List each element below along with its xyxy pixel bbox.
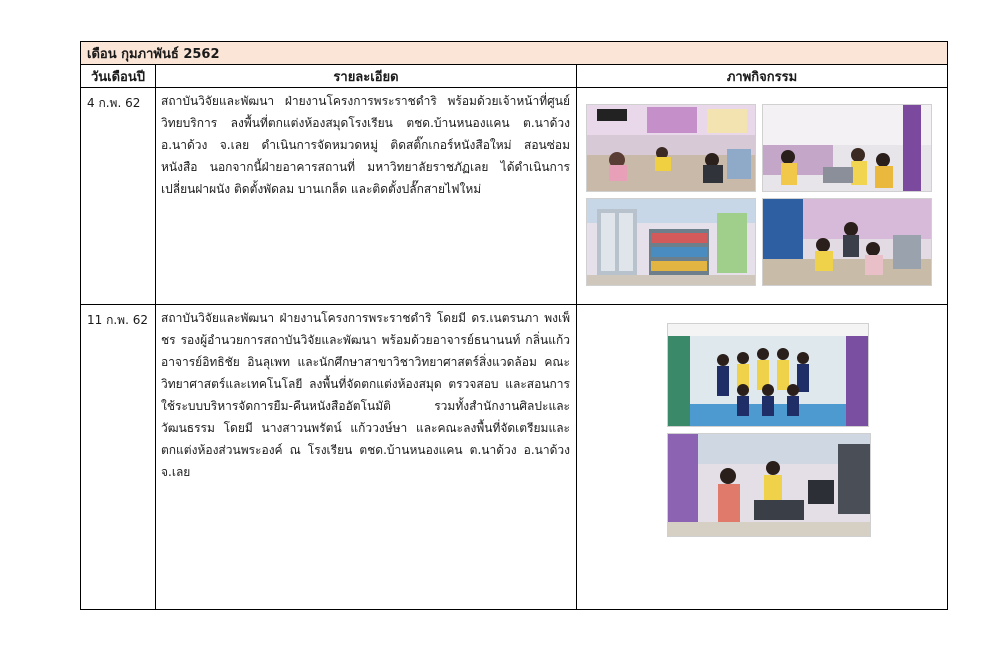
month-header: เดือน กุมภาพันธ์ 2562 (81, 42, 948, 65)
row-date: 11 ก.พ. 62 (81, 305, 156, 610)
photo-cell (577, 88, 948, 305)
column-header-date: วันเดือนปี (81, 65, 156, 88)
table-row (81, 305, 948, 610)
row-detail: สถาบันวิจัยและพัฒนา ฝ่ายงานโครงการพระราชดำริ พร้อมด้วยเจ้าหน้าที่ศูนย์วิทยบริการ ลงพื้นที่ตกแต่งห้องสมุดโรงเรียน ตชด.บ้านหนองแคน ต.นาด้วง อ.นาด้วง จ.เลย ดำเนินการจัดหมวดหมู่ ติดสติ๊กเกอร์หนังสือใหม่ สอนซ่อมหนังสือ นอกจากนี้ฝ่ายอาคารสถานที่ มหาวิทยาลัยราชภัฏเลย ได้ดำเนินการเปลี่ยนฝาผนัง ติดตั้งพัดลม บานเกล็ด และติดตั้งปลั๊กสายไฟใหม่ (156, 88, 577, 305)
table-row (81, 88, 948, 305)
column-header-photos: ภาพกิจกรรม (577, 65, 948, 88)
row-date: 4 ก.พ. 62 (81, 88, 156, 305)
activity-report-table (80, 41, 948, 610)
activity-photo (586, 104, 756, 192)
activity-photo (762, 198, 932, 286)
activity-photo (586, 198, 756, 286)
photo-cell (577, 305, 948, 610)
group-photo (667, 323, 869, 427)
training-photo (667, 433, 871, 537)
column-header-detail: รายละเอียด (156, 65, 577, 88)
activity-photo (762, 104, 932, 192)
row-detail: สถาบันวิจัยและพัฒนา ฝ่ายงานโครงการพระราชดำริ โดยมี ดร.เนตรนภา พงเพ็ชร รองผู้อำนวยการสถาบันวิจัยและพัฒนา พร้อมด้วยอาจารย์ธนานนท์ กลิ่นแก้ว อาจารย์อิทธิชัย อินลุเพท และนักศึกษาสาขาวิชาวิทยาศาสตร์สิ่งแวดล้อม คณะวิทยาศาสตร์และเทคโนโลยี ลงพื้นที่จัดตกแต่งห้องสมุด ตรวจสอบ และสอนการใช้ระบบบริหารจัดการยืม-คืนหนังสืออัตโนมัติ รวมทั้งสำนักงานศิลปะและวัฒนธรรม โดยมี นางสาวนพรัตน์ แก้ววงษ์ษา และคณะลงพื้นที่จัดเตรียมและตกแต่งห้องส่วนพระองค์ ณ โรงเรียน ตชด.บ้านหนองแคน ต.นาด้วง อ.นาด้วง จ.เลย (156, 305, 577, 610)
